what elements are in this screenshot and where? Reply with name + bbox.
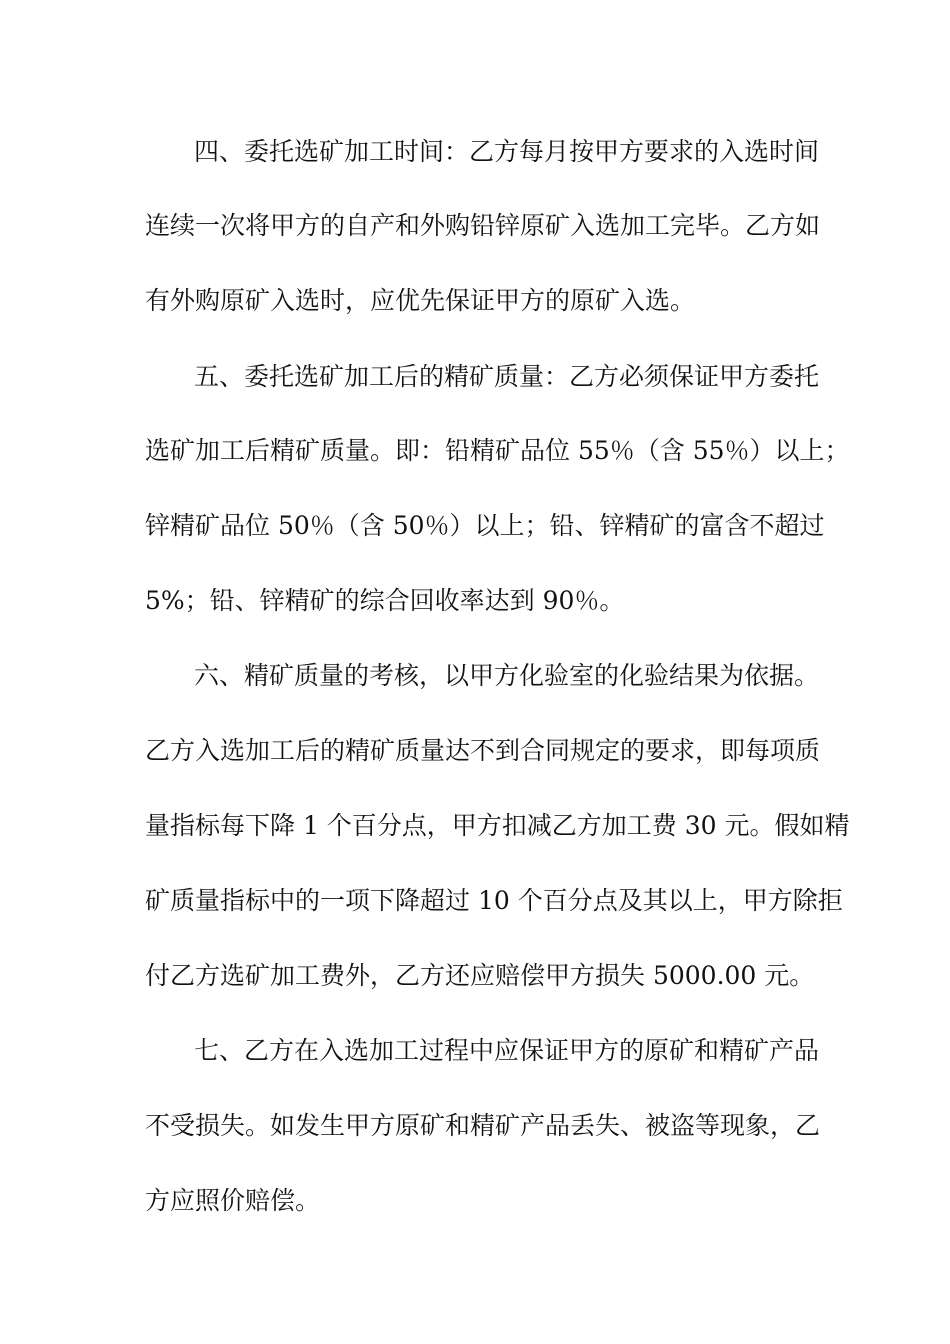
paragraph-5-line-2: 选矿加工后精矿质量。即：铅精矿品位 55％（含 55％）以上； [145,436,850,465]
paragraph-4-line-1: 四、委托选矿加工时间：乙方每月按甲方要求的入选时间 [194,137,820,166]
paragraph-6-line-3: 量指标每下降 1 个百分点，甲方扣减乙方加工费 30 元。假如精 [145,811,850,840]
paragraph-7-line-1: 七、乙方在入选加工过程中应保证甲方的原矿和精矿产品 [194,1036,820,1065]
paragraph-7-line-2: 不受损失。如发生甲方原矿和精矿产品丢失、被盗等现象，乙 [145,1111,821,1140]
paragraph-6-line-1: 六、精矿质量的考核，以甲方化验室的化验结果为依据。 [194,661,820,690]
paragraph-4-line-3: 有外购原矿入选时，应优先保证甲方的原矿入选。 [145,286,696,315]
paragraph-6-line-4: 矿质量指标中的一项下降超过 10 个百分点及其以上，甲方除拒 [145,886,843,915]
paragraph-5-line-3: 锌精矿品位 50％（含 50％）以上；铅、锌精矿的富含不超过 [145,511,825,540]
paragraph-6-line-5: 付乙方选矿加工费外，乙方还应赔偿甲方损失 5000.00 元。 [145,961,815,990]
paragraph-6-line-2: 乙方入选加工后的精矿质量达不到合同规定的要求，即每项质 [145,736,821,765]
paragraph-7-line-3: 方应照价赔偿。 [145,1186,321,1215]
paragraph-4-line-2: 连续一次将甲方的自产和外购铅锌原矿入选加工完毕。乙方如 [145,211,821,240]
paragraph-5-line-4: 5%；铅、锌精矿的综合回收率达到 90％。 [145,586,625,615]
paragraph-5-line-1: 五、委托选矿加工后的精矿质量：乙方必须保证甲方委托 [194,362,820,391]
